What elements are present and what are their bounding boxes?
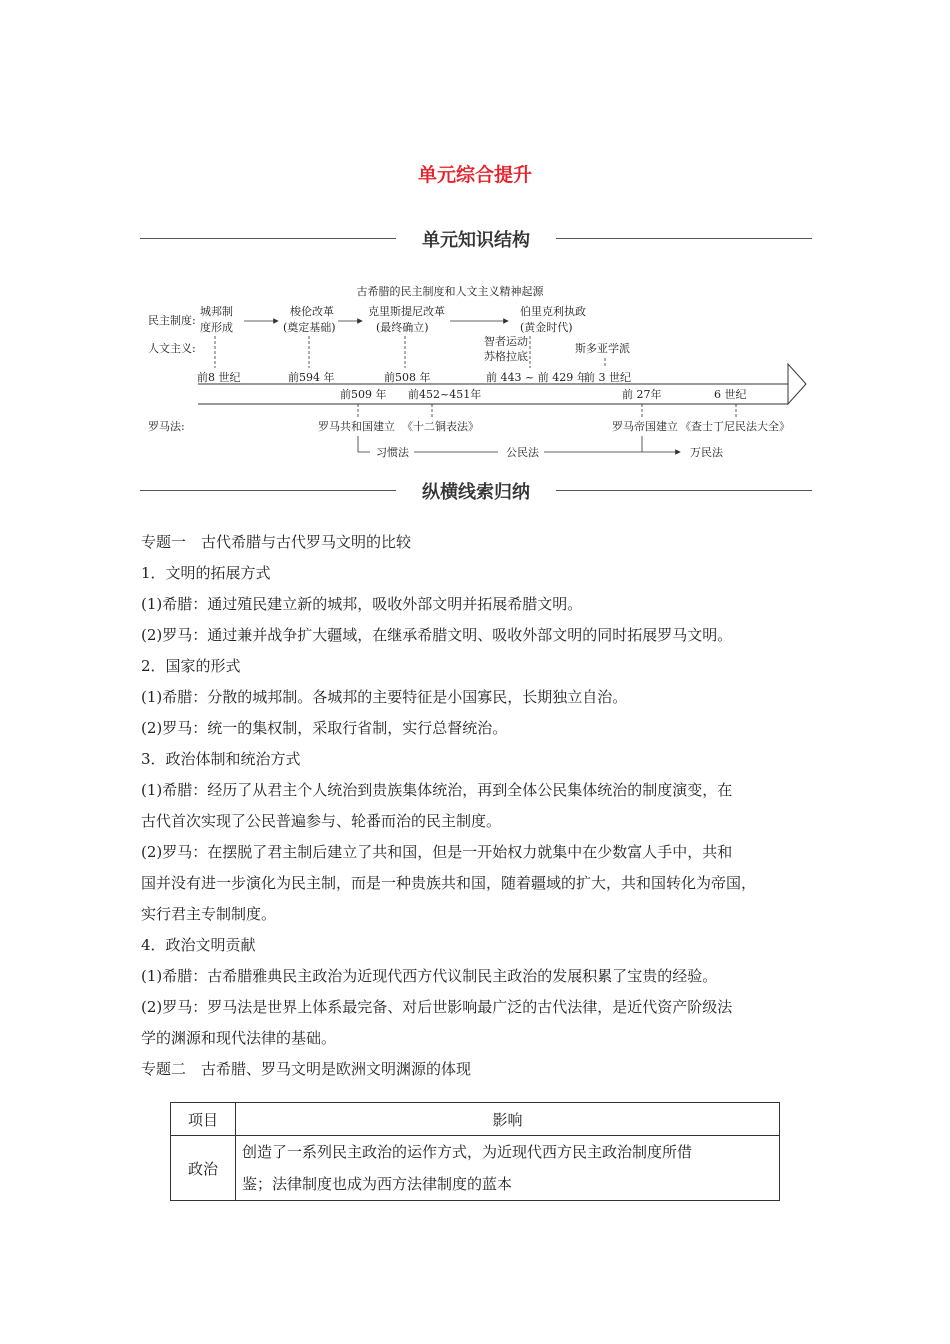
- sophists-line2: 苏格拉底: [484, 350, 528, 363]
- diagram-caption: 古希腊的民主制度和人文主义精神起源: [356, 285, 544, 298]
- section-header-clues: [140, 478, 812, 502]
- paragraph: 学的渊源和现代法律的基础。: [141, 1029, 337, 1047]
- pericles-line2: (黄金时代): [520, 321, 573, 334]
- heading-4: 4．政治文明贡献: [141, 936, 256, 954]
- table-header-row: [171, 1103, 780, 1136]
- paragraph: 国并没有进一步演化为民主制，而是一种贵族共和国，随着疆域的扩大，共和国转化为帝国，: [141, 874, 757, 892]
- section-title: 单元知识结构: [410, 230, 542, 251]
- topic-2-heading: 专题二 古希腊、罗马文明是欧洲文明渊源的体现: [141, 1060, 472, 1078]
- page-title: 单元综合提升: [417, 164, 532, 186]
- heading-1: 1．文明的拓展方式: [141, 564, 271, 582]
- justinian-code: 《查士丁尼民法大全》: [680, 420, 790, 433]
- twelve-tables: 《十二铜表法》: [402, 420, 479, 433]
- topic-1-heading: 专题一 古代希腊与古代罗马文明的比较: [141, 533, 412, 551]
- date-452-451: 前452~451年: [408, 388, 482, 401]
- pericles-line1: 伯里克利执政: [520, 305, 586, 318]
- cleisthenes-line1: 克里斯提尼改革: [368, 305, 445, 318]
- row-label-democracy: 民主制度:: [148, 314, 196, 327]
- stoics-label: 斯多亚学派: [575, 342, 630, 355]
- roman-empire: 罗马帝国建立: [612, 420, 678, 433]
- paragraph: 实行君主专制制度。: [141, 905, 277, 923]
- date-509: 前509 年: [340, 388, 387, 401]
- row-label-humanism: 人文主义:: [148, 342, 196, 355]
- paragraph: (1)希腊：通过殖民建立新的城邦，吸收外部文明并拓展希腊文明。: [141, 595, 583, 613]
- row-label-roman-law: 罗马法:: [148, 420, 185, 433]
- paragraph: (1)希腊：分散的城邦制。各城邦的主要特征是小国寡民，长期独立自治。: [141, 688, 628, 706]
- cell-item: 政治: [171, 1136, 236, 1201]
- paragraph: (1)希腊：古希腊雅典民主政治为近现代西方代议制民主政治的发展积累了宝贵的经验。: [141, 967, 718, 985]
- paragraph: 古代首次实现了公民普遍参与、轮番而治的民主制度。: [141, 812, 502, 830]
- law-bracket: [358, 436, 370, 452]
- date-508: 前508 年: [384, 371, 431, 384]
- law-stage-nations: 万民法: [690, 446, 723, 459]
- paragraph: (2)罗马：通过兼并战争扩大疆域，在继承希腊文明、吸收外部文明的同时拓展罗马文明。: [141, 626, 733, 644]
- paragraph: (2)罗马：罗马法是世界上体系最完备、对后世影响最广泛的古代法律，是近代资产阶级法: [141, 998, 733, 1016]
- cleisthenes-line2: (最终确立): [376, 321, 429, 334]
- date-594: 前594 年: [288, 371, 335, 384]
- heading-3: 3．政治体制和统治方式: [141, 750, 301, 768]
- solon-line1: 梭伦改革: [290, 305, 334, 318]
- table-row: [171, 1136, 780, 1201]
- solon-line2: (奠定基础): [283, 321, 336, 334]
- header-item: 项目: [171, 1103, 236, 1136]
- content-body: [141, 527, 821, 1085]
- date-443-429: 前 443 ~ 前 429 年: [486, 371, 588, 384]
- roman-republic: 罗马共和国建立: [318, 420, 395, 433]
- paragraph: (2)罗马：在摆脱了君主制后建立了共和国，但是一开始权力就集中在少数富人手中，共和: [141, 843, 733, 861]
- date-8th-century: 前8 世纪: [197, 371, 241, 384]
- section-title: 纵横线索归纳: [410, 482, 542, 503]
- date-27: 前 27年: [622, 388, 662, 401]
- cell-effect-line: 鉴；法律制度也成为西方法律制度的蓝本: [242, 1175, 513, 1193]
- sophists-line1: 智者运动: [484, 335, 528, 348]
- law-stage-civil: 公民法: [506, 446, 539, 459]
- date-3rd-century: 前 3 世纪: [584, 371, 631, 384]
- cell-effect-line: 创造了一系列民主政治的运作方式，为近现代西方民主政治制度所借: [242, 1143, 693, 1161]
- city-state-line2: 度形成: [200, 321, 233, 334]
- header-influence: 影响: [236, 1103, 780, 1136]
- city-state-line1: 城邦制: [200, 305, 233, 318]
- law-stage-custom: 习惯法: [376, 446, 409, 459]
- paragraph: (2)罗马：统一的集权制，采取行省制，实行总督统治。: [141, 719, 508, 737]
- date-6th-century: 6 世纪: [714, 388, 747, 401]
- paragraph: (1)希腊：经历了从君主个人统治到贵族集体统治，再到全体公民集体统治的制度演变，在: [141, 781, 733, 799]
- cell-effect: [236, 1136, 780, 1201]
- section-header-structure: [140, 226, 812, 250]
- influence-table: [170, 1102, 780, 1201]
- heading-2: 2．国家的形式: [141, 657, 241, 675]
- timeline-diagram: [140, 280, 812, 465]
